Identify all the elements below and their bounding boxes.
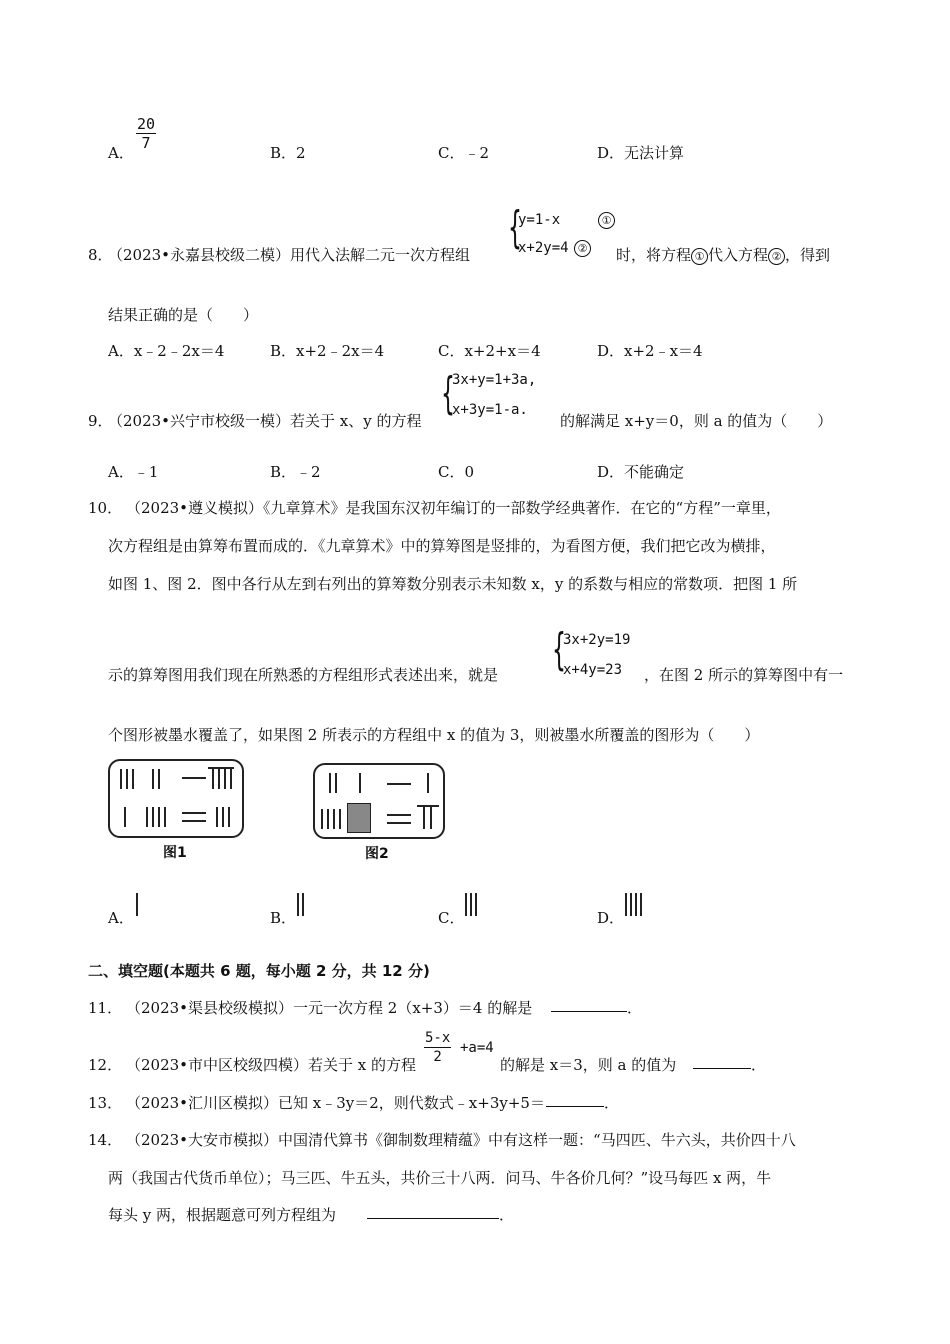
q10-option-a: A． — [108, 909, 134, 927]
q14-line-1: （2023•大安市模拟）中国清代算书《御制数理精蕴》中有这样一题：“马四匹、牛六头，共价四十八 — [126, 1131, 796, 1149]
q9-option-a: A．﹣1 — [108, 463, 159, 481]
q8-option-d: D．x+2﹣x＝4 — [597, 342, 703, 360]
q8-eq2-mark: ② — [574, 240, 591, 257]
q8-stem-start: （2023•永嘉县校级二模）用代入法解二元一次方程组 — [108, 246, 471, 264]
q10-brace: { — [552, 624, 566, 675]
q7-option-a-fraction — [136, 115, 156, 152]
q14-answer-blank[interactable] — [367, 1204, 499, 1219]
q8-number: 8． — [88, 246, 113, 264]
section-2-title: 二、填空题(本题共 6 题，每小题 2 分，共 12 分) — [88, 962, 430, 980]
q10-line-5: 个图形被墨水覆盖了，如果图 2 所表示的方程组中 x 的值为 3，则被墨水所覆盖的图形为（ ） — [108, 726, 760, 744]
q14-line-2: 两（我国古代货币单位）；马三匹、牛五头，共价三十八两．问马、牛各价几何？”设马每匹 x 两，牛 — [108, 1169, 772, 1187]
q10-line-4-end: ，在图 2 所示的算筹图中有一 — [644, 666, 844, 684]
q9-stem-start: （2023•兴宁市校级一模）若关于 x、y 的方程 — [108, 412, 422, 430]
q7-fraction-denominator: 7 — [141, 134, 151, 152]
q8-mark-2: ② — [768, 248, 785, 265]
q9-brace: { — [441, 368, 455, 419]
q9-option-b: B．﹣2 — [270, 463, 321, 481]
q11-end: ． — [627, 999, 643, 1017]
q8-equation-2: x+2y=4 — [518, 240, 569, 256]
q12-fraction-tail: +a=4 — [460, 1040, 494, 1056]
q12-stem-end: 的解是 x＝3，则 a 的值为 — [500, 1056, 677, 1074]
q7-option-a-label: A． — [108, 144, 134, 162]
q9-number: 9． — [88, 412, 113, 430]
q12-fraction-numerator: 5-x — [425, 1030, 451, 1046]
q9-equation-1: 3x+y=1+3a, — [452, 372, 537, 388]
q8-mark-1: ① — [691, 248, 708, 265]
q8-eq1-mark: ① — [598, 212, 615, 229]
q10-number: 10． — [88, 499, 123, 517]
q10-line-1: （2023•遵义模拟）《九章算术》是我国东汉初年编订的一部数学经典著作．在它的“方程”一章里， — [126, 499, 781, 517]
q10-equation-2: x+4y=23 — [563, 662, 623, 678]
figure-1-caption: 图1 — [163, 845, 187, 861]
q12-stem-start: （2023•市中区校级四模）若关于 x 的方程 — [126, 1056, 417, 1074]
q14-end: ． — [499, 1206, 515, 1224]
q12-fraction — [424, 1029, 451, 1066]
q7-option-d: D．无法计算 — [597, 144, 685, 162]
q10-option-d: D． — [597, 909, 625, 927]
figure-2-counting-rods — [313, 763, 445, 839]
q10-line-4-start: 示的算筹图用我们现在所熟悉的方程组形式表述出来，就是 — [108, 666, 499, 684]
q8-option-b: B．x+2﹣2x＝4 — [270, 342, 385, 360]
q8-stem-mid: 时，将方程 ① 代入方程 ② ，得到 — [616, 246, 831, 264]
q10-line-3: 如图 1、图 2．图中各行从左到右列出的算筹数分别表示未知数 x，y 的系数与相应的常数项．把图 1 所 — [108, 575, 798, 593]
figure-2-caption: 图2 — [365, 846, 389, 862]
q8-equation-1: y=1-x — [518, 212, 561, 228]
q10-option-b: B． — [270, 909, 297, 927]
q13-answer-blank[interactable] — [546, 1092, 604, 1107]
q9-equation-2: x+3y=1-a. — [452, 402, 528, 418]
q7-option-c: C．﹣2 — [438, 144, 490, 162]
q7-option-b: B．2 — [270, 144, 306, 162]
q7-fraction-numerator: 20 — [137, 115, 156, 133]
q9-stem-end: 的解满足 x+y＝0，则 a 的值为（ ） — [560, 412, 833, 430]
ink-covered-figure — [347, 803, 371, 833]
q11-answer-blank[interactable] — [551, 997, 627, 1012]
figure-1-counting-rods — [108, 759, 244, 838]
q13-end: ． — [604, 1094, 620, 1112]
q9-option-d: D．不能确定 — [597, 463, 685, 481]
q12-number: 12． — [88, 1056, 123, 1074]
q14-number: 14． — [88, 1131, 123, 1149]
q12-end: ． — [751, 1056, 767, 1074]
q8-line-2: 结果正确的是（ ） — [108, 306, 259, 324]
q14-line-3: 每头 y 两，根据题意可列方程组为 — [108, 1206, 337, 1224]
q8-brace: { — [508, 202, 522, 253]
q12-fraction-denominator: 2 — [433, 1049, 442, 1065]
q8-option-c: C．x+2+x＝4 — [438, 342, 541, 360]
q8-option-a: A．x﹣2﹣2x＝4 — [108, 342, 225, 360]
q11-text: （2023•渠县校级模拟）一元一次方程 2（x+3）＝4 的解是 — [126, 999, 533, 1017]
q12-answer-blank[interactable] — [693, 1054, 751, 1069]
q9-option-c: C．0 — [438, 463, 475, 481]
q13-text: （2023•汇川区模拟）已知 x﹣3y＝2，则代数式﹣x+3y+5＝ — [126, 1094, 545, 1112]
q10-line-2: 次方程组是由算筹布置而成的．《九章算术》中的算筹图是竖排的，为看图方便，我们把它改为横排， — [108, 537, 776, 555]
q10-option-c: C． — [438, 909, 465, 927]
q10-equation-1: 3x+2y=19 — [563, 632, 631, 648]
q11-number: 11． — [88, 999, 123, 1017]
q13-number: 13． — [88, 1094, 123, 1112]
